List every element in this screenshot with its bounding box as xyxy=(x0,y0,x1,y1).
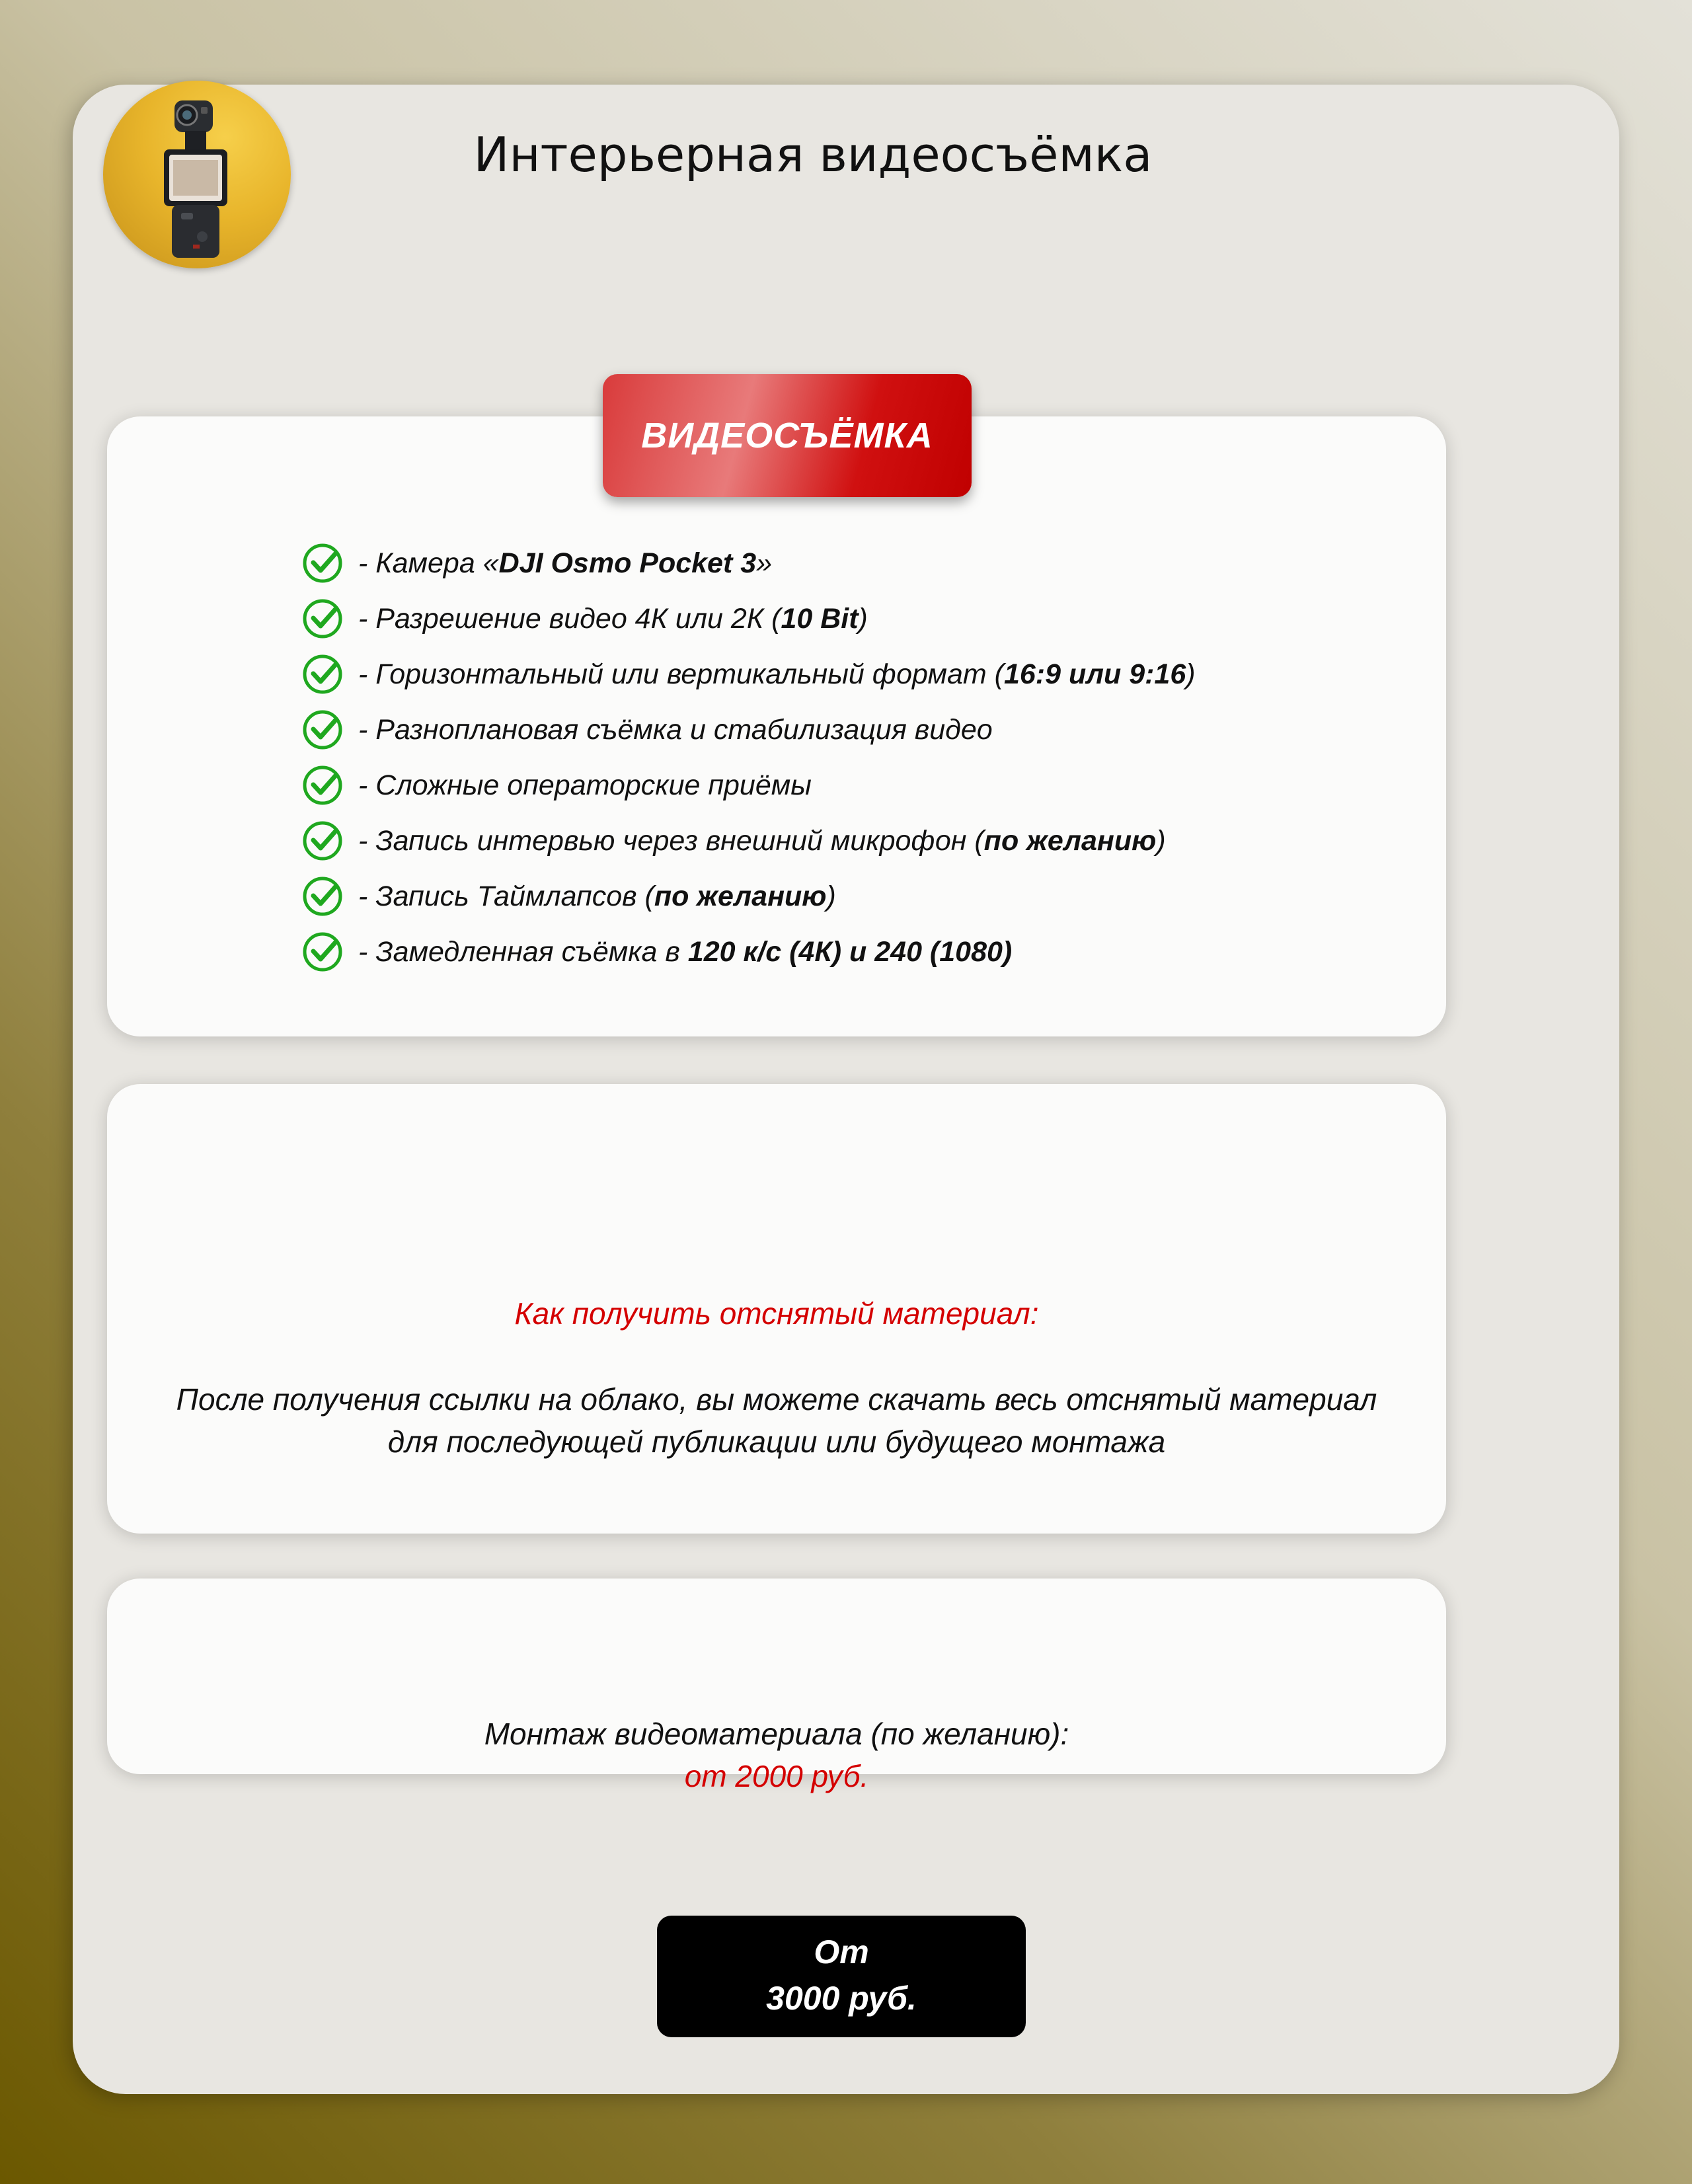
check-circle-icon xyxy=(301,653,344,695)
video-badge: ВИДЕОСЪЁМКА xyxy=(603,374,972,497)
feature-item xyxy=(301,535,1196,591)
feature-item xyxy=(301,591,1196,646)
feature-item xyxy=(301,702,1196,758)
page-title: Интерьерная видеосъёмка xyxy=(473,127,1153,182)
feature-item xyxy=(301,813,1196,869)
feature-text: - Замедленная съёмка в 120 к/с (4К) и 240 (1080) xyxy=(358,935,1013,968)
feature-text: - Камера «DJI Osmo Pocket 3» xyxy=(358,547,773,579)
feature-text: - Горизонтальный или вертикальный формат (16:9 или 9:16) xyxy=(358,658,1196,690)
check-circle-icon xyxy=(301,542,344,584)
check-circle-icon xyxy=(301,875,344,917)
feature-list xyxy=(301,535,1196,980)
howto-line-1: После получения ссылки на облако, вы можете скачать весь отснятый материал xyxy=(176,1382,1377,1417)
price-box[interactable] xyxy=(657,1916,1026,2037)
feature-item xyxy=(301,924,1196,980)
price-line-1: От xyxy=(814,1933,869,1970)
check-circle-icon xyxy=(301,931,344,973)
feature-text: - Разрешение видео 4К или 2К (10 Bit) xyxy=(358,602,868,635)
howto-text xyxy=(173,1378,1380,1463)
howto-line-2: для последующей публикации или будущего монтажа xyxy=(387,1424,1166,1459)
feature-item xyxy=(301,869,1196,924)
editing-label: Монтаж видеоматериала (по желанию): xyxy=(484,1717,1069,1751)
feature-item xyxy=(301,758,1196,813)
editing-price: от 2000 руб. xyxy=(684,1759,869,1793)
price-line-2: 3000 руб. xyxy=(766,1980,917,2017)
check-circle-icon xyxy=(301,764,344,806)
check-circle-icon xyxy=(301,709,344,751)
howto-title: Как получить отснятый материал: xyxy=(514,1296,1039,1331)
feature-text: - Разноплановая съёмка и стабилизация видео xyxy=(358,713,993,746)
feature-text: - Запись Таймлапсов (по желанию) xyxy=(358,880,836,912)
feature-text: - Сложные операторские приёмы xyxy=(358,769,812,801)
check-circle-icon xyxy=(301,820,344,862)
check-circle-icon xyxy=(301,598,344,640)
feature-item xyxy=(301,646,1196,702)
feature-text: - Запись интервью через внешний микрофон (по желанию) xyxy=(358,824,1166,857)
